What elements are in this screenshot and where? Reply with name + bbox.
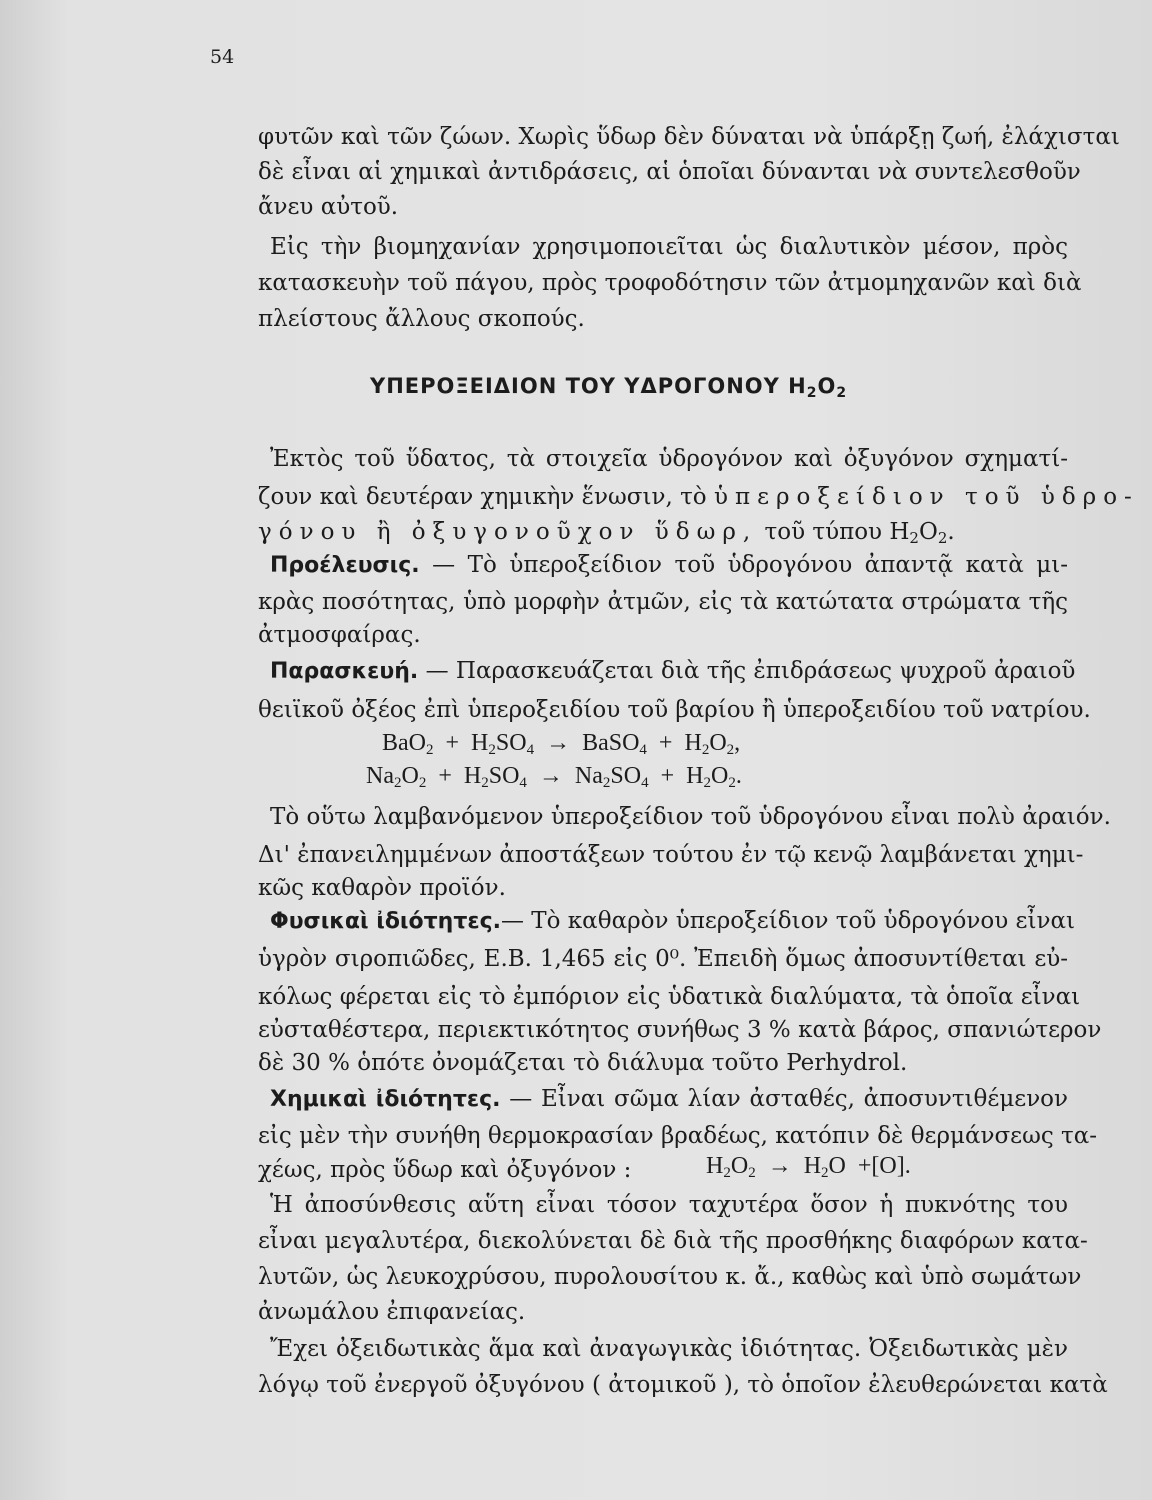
text-line: φυτῶν καὶ τῶν ζώων. Χωρὶς ὕδωρ δὲν δύναται νὰ ὑπάρξῃ ζωή, ἐλάχισται xyxy=(258,124,1120,150)
arrow-symbol: → xyxy=(546,730,571,756)
text-line: Χημικαὶ ἰδιότητες. — Εἶναι σῶμα λίαν ἀσταθές, ἀποσυντιθέμενον xyxy=(270,1086,1068,1112)
spaced-term: γόνου ἢ ὀξυγονοῦχον ὕδωρ, xyxy=(258,519,758,545)
chemical-equation: $Na_2O_2 + H_2SO_4 \to Na_2SO_4 + H_2O_2$. xyxy=(366,763,742,791)
decomposition-formula: $H_2O_2 \to H_2O +[O]$. xyxy=(706,1153,911,1181)
text-line: ἀτμοσφαίρας. xyxy=(258,622,421,648)
text-line: Παρασκευή. — Παρασκευάζεται διὰ τῆς ἐπιδράσεως ψυχροῦ ἀραιοῦ xyxy=(270,658,1076,684)
text-line: κατασκευὴν τοῦ πάγου, πρὸς τροφοδότησιν τῶν ἀτμομηχανῶν καὶ διὰ xyxy=(258,270,1082,296)
text-line: εἶναι μεγαλυτέρα, διεκολύνεται δὲ διὰ τῆς προσθήκης διαφόρων κατα- xyxy=(258,1228,1088,1254)
arrow-symbol: → xyxy=(767,1153,792,1179)
text-line: Ἡ ἀποσύνθεσις αὕτη εἶναι τόσον ταχυτέρα ὅσον ἡ πυκνότης του xyxy=(270,1192,1068,1218)
text-line: πλείστους ἄλλους σκοπούς. xyxy=(258,306,585,332)
section-heading: ΥΠΕΡΟΞΕΙΔΙΟΝ ΤΟΥ ΥΔΡΟΓΟΝΟΥ $H_2O_2$ xyxy=(370,374,848,401)
text-line: ζουν καὶ δευτέραν χημικὴν ἕνωσιν, τὸ ὑπεροξείδιον τοῦ ὑδρο- xyxy=(258,484,1139,510)
text-line: εὐσταθέστερα, περιεκτικότητος συνήθως 3 % κατὰ βάρος, σπανιώτερον xyxy=(258,1017,1102,1043)
text-line: Ἐκτὸς τοῦ ὕδατος, τὰ στοιχεῖα ὑδρογόνον καὶ ὀξυγόνον σχηματί- xyxy=(270,446,1068,472)
text-line: δὲ εἶναι αἱ χημικαὶ ἀντιδράσεις, αἱ ὁποῖαι δύνανται νὰ συντελεσθοῦν xyxy=(258,159,1081,185)
text-line: ὑγρὸν σιροπιῶδες, Ε.Β. 1,465 εἰς 0⁰. Ἐπειδὴ ὅμως ἀποσυντίθεται εὐ- xyxy=(258,946,1068,972)
spaced-term: ὑπεροξείδιον τοῦ ὑδρο- xyxy=(713,484,1139,510)
text-line: θειϊκοῦ ὀξέος ἐπὶ ὑπεροξειδίου τοῦ βαρίου ἢ ὑπεροξειδίου τοῦ νατρίου. xyxy=(258,697,1091,723)
text-line: λόγῳ τοῦ ἐνεργοῦ ὀξυγόνου ( ἀτομικοῦ ), τὸ ὁποῖον ἐλευθερώνεται κατὰ xyxy=(258,1372,1108,1398)
text-line: κρὰς ποσότητας, ὑπὸ μορφὴν ἀτμῶν, εἰς τὰ κατώτατα στρώματα τῆς xyxy=(258,589,1068,615)
chemical-equation: $BaO_2 + H_2SO_4$ → BaSO$_4$ + $H_2O_2$, xyxy=(382,730,741,758)
subsection-label: Προέλευσις. xyxy=(270,553,420,578)
text-line: δὲ 30 % ὁπότε ὀνομάζεται τὸ διάλυμα τοῦτο Perhydrol. xyxy=(258,1050,908,1076)
text-line: Δι' ἐπανειλημμένων ἀποστάξεων τούτου ἐν τῷ κενῷ λαμβάνεται χημι- xyxy=(258,842,1084,868)
text-line: Εἰς τὴν βιομηχανίαν χρησιμοποιεῖται ὡς διαλυτικὸν μέσον, πρὸς xyxy=(270,234,1068,260)
subsection-label: Παρασκευή. xyxy=(270,659,419,684)
text-line: γόνου ἢ ὀξυγονοῦχον ὕδωρ, τοῦ τύπου $H_2O_2$. xyxy=(258,519,955,547)
text-line: κῶς καθαρὸν προϊόν. xyxy=(258,875,506,901)
text-line: κόλως φέρεται εἰς τὸ ἐμπόριον εἰς ὑδατικὰ διαλύματα, τὰ ὁποῖα εἶναι xyxy=(258,984,1081,1010)
text-line: Τὸ οὕτω λαμβανόμενον ὑπεροξείδιον τοῦ ὑδρογόνου εἶναι πολὺ ἀραιόν. xyxy=(270,804,1111,830)
text-line: ἄνευ αὐτοῦ. xyxy=(258,194,399,220)
subsection-label: Φυσικαὶ ἰδιότητες. xyxy=(270,909,501,934)
subsection-label: Χημικαὶ ἰδιότητες. xyxy=(270,1087,501,1112)
text-line: λυτῶν, ὡς λευκοχρύσου, πυρολουσίτου κ. ἄ., καθὼς καὶ ὑπὸ σωμάτων xyxy=(258,1264,1082,1290)
text-line: ἀνωμάλου ἐπιφανείας. xyxy=(258,1299,526,1325)
text-line: χέως, πρὸς ὕδωρ καὶ ὀξυγόνον : xyxy=(258,1157,632,1183)
text-line: Φυσικαὶ ἰδιότητες.— Τὸ καθαρὸν ὑπεροξείδιον τοῦ ὑδρογόνου εἶναι xyxy=(270,908,1075,934)
page-number: 54 xyxy=(210,46,235,68)
text-line: εἰς μὲν τὴν συνήθη θερμοκρασίαν βραδέως, κατόπιν δὲ θερμάνσεως τα- xyxy=(258,1123,1098,1149)
text-line: Προέλευσις. — Τὸ ὑπεροξείδιον τοῦ ὑδρογόνου ἀπαντᾷ κατὰ μι- xyxy=(270,552,1068,578)
text-line: Ἔχει ὀξειδωτικὰς ἅμα καὶ ἀναγωγικὰς ἰδιότητας. Ὀξειδωτικὰς μὲν xyxy=(270,1336,1068,1362)
arrow-symbol: → xyxy=(538,763,563,789)
